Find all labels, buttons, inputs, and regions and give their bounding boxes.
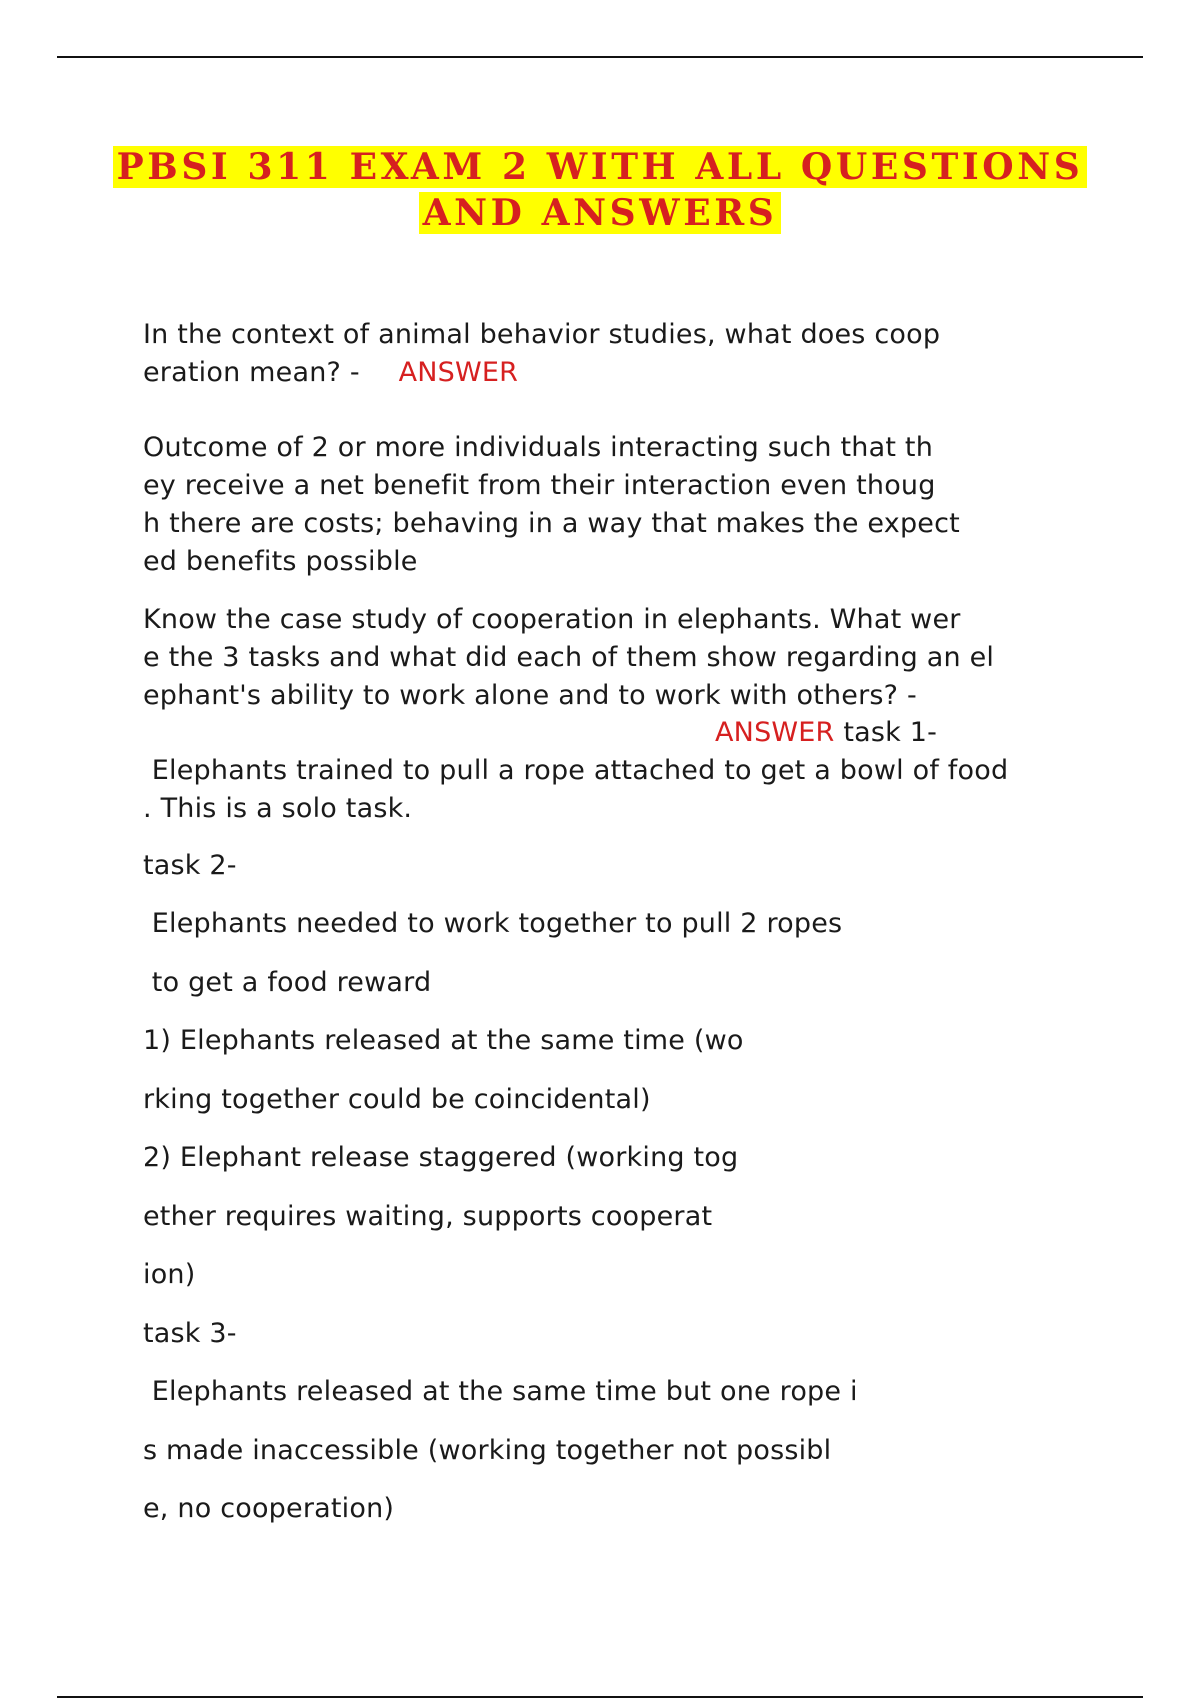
q1-answer-label: ANSWER	[398, 357, 519, 388]
top-rule	[57, 56, 1143, 58]
q2-answer-line-2: . This is a solo task.	[143, 793, 413, 824]
title-line-1: PBSI 311 EXAM 2 WITH ALL QUESTIONS	[113, 146, 1088, 188]
q2-answer-line-13: s made inaccessible (working together not possibl	[143, 1435, 832, 1466]
q2-answer-line-1: Elephants trained to pull a rope attached to get a bowl of food	[143, 755, 1009, 786]
q2-answer-line-7: rking together could be coincidental)	[143, 1084, 651, 1115]
q2-answer-line-5: to get a food reward	[143, 967, 432, 998]
q1-question-line-2	[143, 354, 1103, 392]
q1-question-text: eration mean? -	[143, 357, 369, 388]
q2-answer-first-line	[715, 714, 1135, 752]
q2-answer-line-9: ether requires waiting, supports cooperat	[143, 1201, 713, 1232]
q2-answer-line-6: 1) Elephants released at the same time (wo	[143, 1025, 744, 1056]
q2-answer-label: ANSWER	[715, 717, 835, 748]
bottom-rule	[57, 1696, 1143, 1698]
q2-answer-line-8: 2) Elephant release staggered (working tog	[143, 1142, 739, 1173]
q2-question-line-1: Know the case study of cooperation in elephants. What wer	[143, 604, 961, 635]
q2-question-line-3: ephant's ability to work alone and to work with others? -	[143, 680, 917, 711]
q2-answer-line-14: e, no cooperation)	[143, 1493, 395, 1524]
q1-answer-line-2: ey receive a net benefit from their interaction even thoug	[143, 470, 936, 501]
q2-answer-line-11: task 3-	[143, 1318, 237, 1349]
document-title	[0, 144, 1200, 236]
q1-question-line-1: In the context of animal behavior studies, what does coop	[143, 319, 941, 350]
q2-question-line-2: e the 3 tasks and what did each of them show regarding an el	[143, 642, 995, 673]
title-line-2: AND ANSWERS	[419, 192, 782, 234]
q1-answer-line-1: Outcome of 2 or more individuals interacting such that th	[143, 432, 934, 463]
q2-answer-line-4: Elephants needed to work together to pull 2 ropes	[143, 908, 843, 939]
q2-answer-line-12: Elephants released at the same time but one rope i	[143, 1376, 858, 1407]
q1-answer-line-3: h there are costs; behaving in a way that makes the expect	[143, 508, 960, 539]
q2-answer-line-10: ion)	[143, 1259, 196, 1290]
q2-answer-task1-heading: task 1-	[834, 717, 938, 748]
q1-answer-line-4: ed benefits possible	[143, 546, 418, 577]
q2-answer-line-3: task 2-	[143, 850, 237, 881]
